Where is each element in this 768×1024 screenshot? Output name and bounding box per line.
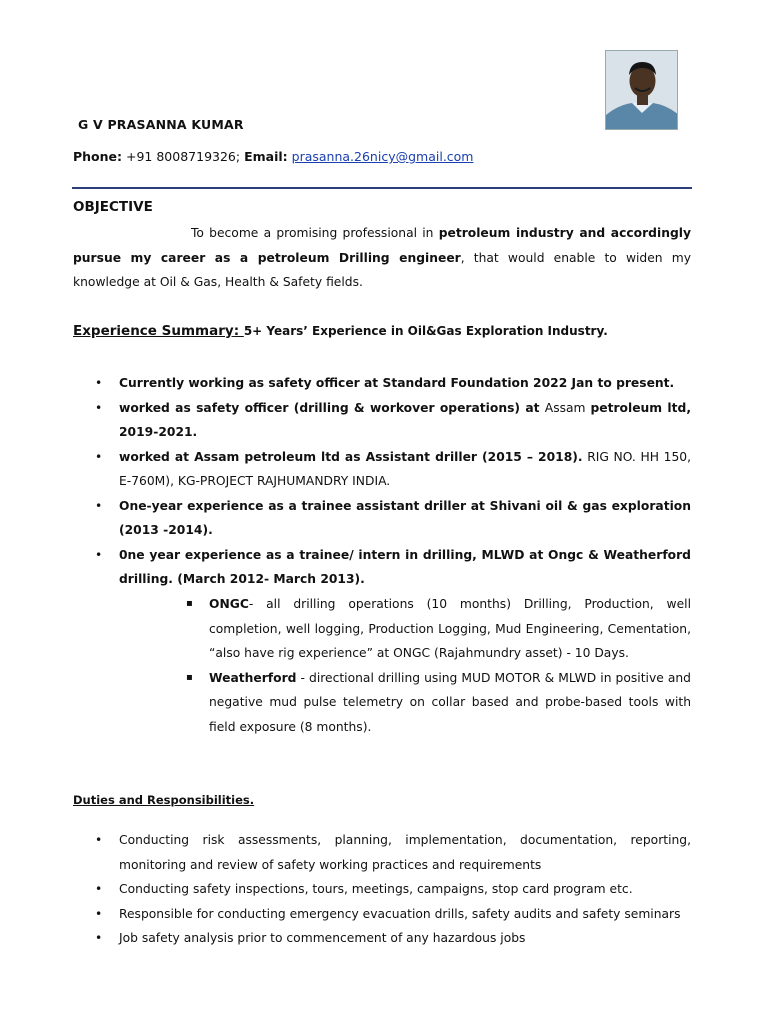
- duty-text: Conducting risk assessments, planning, implementation, documentation, reporting, monitoring and review of safety working practices and requirements: [119, 833, 691, 872]
- experience-list: [73, 371, 691, 592]
- duty-text: Conducting safety inspections, tours, meetings, campaigns, stop card program etc.: [119, 882, 633, 896]
- list-item: [73, 543, 691, 592]
- profile-photo-image: [606, 51, 678, 130]
- objective-text-bold: petroleum industry and accordingly pursue my career as a petroleum Drilling engineer: [73, 226, 691, 265]
- contact-line: [73, 149, 473, 164]
- email-label: Email:: [244, 149, 288, 164]
- sub-list-item: [183, 666, 691, 740]
- experience-item-text: RIG NO. HH 150, E-760M), KG-PROJECT RAJHUMANDRY INDIA.: [119, 449, 691, 488]
- header-divider: [72, 187, 692, 189]
- bullet-icon: •: [95, 449, 103, 464]
- candidate-name: G V PRASANNA KUMAR: [78, 117, 244, 132]
- list-item: [73, 926, 691, 951]
- experience-summary-colon: :: [233, 323, 244, 339]
- experience-summary-label: Experience Summary: [73, 323, 234, 339]
- experience-item-bold: 0ne year experience as a trainee/ intern in drilling, MLWD at Ongc & Weatherford drilling. (March 2012- March 2013).: [119, 547, 691, 586]
- experience-item-text: Assam: [544, 400, 591, 415]
- sub-item-text: - all drilling operations (10 months) Drilling, Production, well completion, well logging, Production Logging, Mud Engineering, Cementation, “also have rig experience” at ONGC (Rajahmundry asset) - 10 Days.: [209, 597, 691, 660]
- objective-text: [73, 221, 691, 295]
- experience-summary-text: 5+ Years’ Experience in Oil&Gas Exploration Industry.: [243, 324, 608, 338]
- bullet-icon: •: [95, 498, 103, 513]
- list-item: [73, 828, 691, 877]
- sub-list-item: [183, 592, 691, 666]
- sub-item-bold: ONGC: [209, 597, 249, 611]
- list-item: [73, 902, 691, 927]
- bullet-icon: •: [95, 833, 103, 847]
- list-item: [73, 445, 691, 494]
- sub-item-text: - directional drilling using MUD MOTOR & MLWD in positive and negative mud pulse telemetry on collar based and probe-based tools with field exposure (8 months).: [209, 670, 691, 734]
- bullet-icon: •: [95, 931, 103, 945]
- experience-item-bold-2: petroleum ltd, 2019-2021.: [119, 400, 691, 439]
- bullet-icon: •: [95, 882, 103, 896]
- phone-label: Phone:: [73, 149, 123, 164]
- objective-text-2: , that would enable to widen my knowledge at Oil & Gas, Health & Safety fields.: [73, 250, 691, 289]
- list-item: [73, 371, 691, 396]
- bullet-icon: •: [95, 376, 103, 390]
- email-link[interactable]: prasanna.26nicy@gmail.com: [291, 149, 474, 164]
- experience-summary: [73, 323, 608, 339]
- experience-item-bold: Currently working as safety officer at Standard Foundation 2022 Jan to present.: [119, 376, 675, 390]
- duties-heading: Duties and Responsibilities.: [73, 793, 255, 807]
- duty-text: Job safety analysis prior to commencement of any hazardous jobs: [119, 931, 526, 945]
- experience-item-bold: worked at Assam petroleum ltd as Assistant driller (2015 – 2018).: [119, 449, 583, 464]
- phone-number: +91 8008719326;: [122, 149, 245, 164]
- bullet-icon: •: [95, 906, 103, 921]
- experience-item-bold: worked as safety officer (drilling & workover operations) at: [119, 400, 545, 415]
- objective-heading: OBJECTIVE: [73, 199, 153, 215]
- square-bullet-icon: ▪: [186, 598, 193, 609]
- list-item: [73, 396, 691, 445]
- sub-item-bold: Weatherford: [209, 670, 297, 685]
- experience-item-bold: One-year experience as a trainee assistant driller at Shivani oil & gas exploration (2013 -2014).: [119, 498, 691, 537]
- duty-text: Responsible for conducting emergency evacuation drills, safety audits and safety seminars: [119, 906, 681, 921]
- profile-photo: [605, 50, 678, 130]
- list-item: [73, 494, 691, 543]
- experience-sublist: [183, 592, 691, 739]
- bullet-icon: •: [95, 547, 103, 562]
- bullet-icon: •: [95, 400, 103, 415]
- objective-text-1: To become a promising professional in: [191, 226, 439, 240]
- square-bullet-icon: ▪: [186, 671, 193, 683]
- duties-list: [73, 828, 691, 951]
- list-item: [73, 877, 691, 902]
